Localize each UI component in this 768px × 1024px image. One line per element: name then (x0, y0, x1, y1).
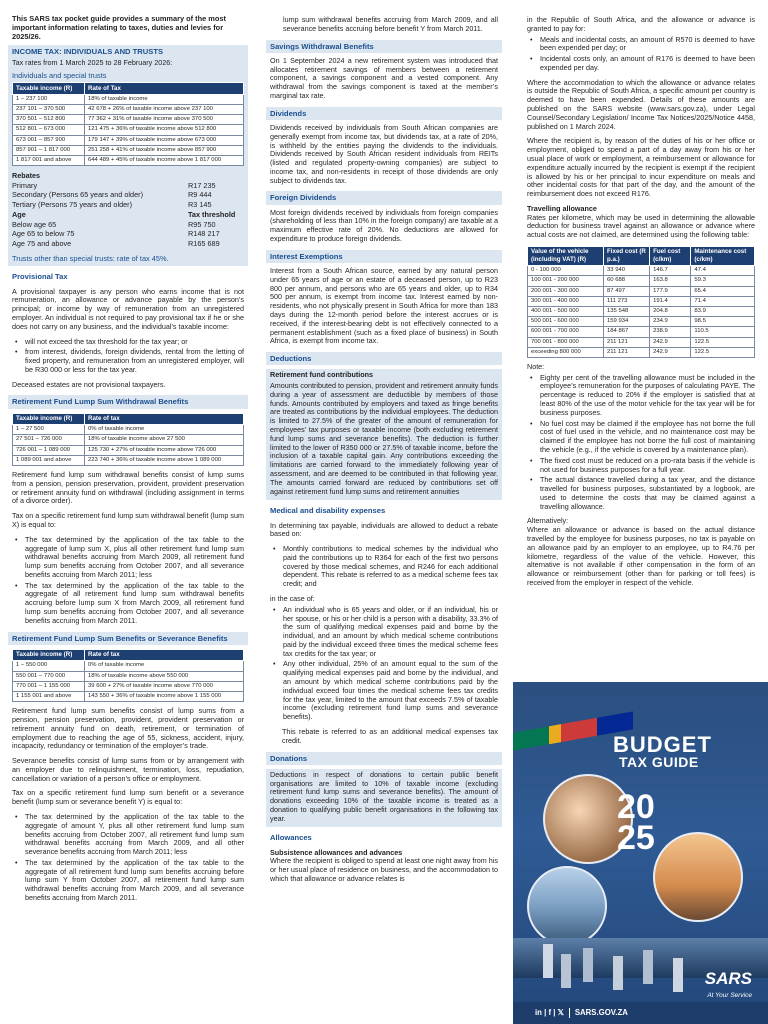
table-header: Value of the vehicle (including VAT) (R) (528, 246, 604, 265)
alternative-text: Where an allowance or advance is based on the actual distance travelled by the employee for business purposes, no tax is payable on an allowance paid by an employer to an employee, up to R4.76 per kilometre, regardless of the value of the vehicle. However, this alternative is not available if other compensation in the form of an allowance or reimbursement (other than for parking or toll fees) is received from the employer in respect of the vehicle. (527, 525, 755, 587)
table-row: 1 – 550 000 0% of taxable income (13, 661, 244, 671)
table-row: 100 001 - 200 000 60 688 163.8 59.3 (528, 276, 755, 286)
retirement-contrib-heading: Retirement fund contributions (270, 370, 374, 380)
severance-heading: Retirement Fund Lump Sum Benefits or Severance Benefits (8, 632, 248, 645)
note-label: Note: (527, 361, 545, 371)
table-header: Taxable income (R) (13, 83, 85, 95)
table-header: Taxable income (R) (13, 413, 85, 425)
list-item: • The tax determined by the application of the tax table to the aggregate of lump sum X, plus all other retirement fund lump sum withdrawal benefits accruing from March 2009, all retirement fund lump sum benefits accruing from October 2007, and all severance benefits accruing from March 2011; less (12, 536, 244, 580)
medical-rebate-note: This rebate is referred to as an additional medical expenses tax credit. (282, 726, 498, 745)
table-header: Maintenance cost (c/km) (691, 246, 755, 265)
sars-tagline: At Your Service (707, 992, 752, 1000)
medical-text: In determining tax payable, individuals are allowed to deduct a rebate based on: (270, 520, 498, 539)
threshold-row: Age 65 to below 75 R148 217 (12, 229, 220, 239)
table-row: 500 001 - 600 000 159 934 234.9 98.5 (528, 317, 755, 327)
income-tax-table (12, 82, 244, 166)
provisional-list (12, 338, 244, 375)
withdrawal-table (12, 413, 244, 466)
list-item: • The tax determined by the application of the tax table to the aggregate of all retirement fund lump sum benefits accruing before lump sum Y from October 2007, all retirement fund lump sum withdrawal benefits accruing from March 2009, and all severance benefits accruing from March 2011. (12, 859, 244, 903)
table-header: Rate of Tax (85, 83, 244, 95)
list-item: • No fuel cost may be claimed if the employee has not borne the full cost of fuel used in the vehicle, and no maintenance cost may be claimed if the employee has not borne the full cost of maintaining the vehicle (e.g., if the vehicle is covered by a maintenance plan). (527, 420, 755, 455)
cover-budget-title: BUDGET (613, 732, 712, 757)
table-row: 0 - 100 000 33 940 146.7 47.4 (528, 266, 755, 276)
list-item: • Monthly contributions to medical schemes by the individual who paid the contributions up to R364 for each of the first two persons covered by those medical schemes, and R246 for each additional dependent. This rebate is referred to as a medical scheme fees tax credit; and (270, 545, 498, 589)
foreign-dividends-heading: Foreign Dividends (266, 191, 502, 204)
severance-text: Retirement fund lump sum benefits consist of lump sums from a pension, pension preservation, provident, provident preservation or retirement annuity fund on death, retirement, or termination of employment due to reaching the age of 55, sickness, accident, injury, incapacity, redundancy or termination of the employer’s trade. (12, 706, 244, 751)
table-row: 700 001 - 800 000 211 121 242.9 122.5 (528, 337, 755, 347)
dividends-text: Dividends received by individuals from South African companies are generally exempt from income tax, but dividends tax, at a rate of 20%, is withheld by the entities paying the dividends to the individuals. Dividends received by South African resident individuals from REITs (listed and regulated property-owning companies) are subject to income tax, and non-residents in receipt of those dividends are only subject to dividends tax. (270, 122, 498, 185)
footer-divider (569, 1008, 570, 1018)
foreign-dividends-text: Most foreign dividends received by individuals from foreign companies (shareholding of less than 10% in the foreign company) are taxable at a maximum effective rate of 20%. No deductions are allowed for expenditure to produce foreign dividends. (270, 207, 498, 244)
column-1 (12, 14, 244, 909)
donations-heading: Donations (266, 752, 502, 765)
table-header: Fuel cost (c/km) (650, 246, 691, 265)
worker-photo (527, 866, 607, 946)
travel-table (527, 246, 755, 358)
table-row: 1 089 001 and above 223 740 + 36% of taxable income above 1 089 000 (13, 455, 244, 465)
travel-heading: Travelling allowance (527, 203, 597, 213)
list-item: • The tax determined by the application of the tax table to the aggregate of amount Y, plus all other retirement fund lump sum benefits accruing from October 2007, all retirement fund lump sum withdrawal benefits accruing from March 2009, and all other severance benefits accruing from March 2011; less (12, 813, 244, 857)
rebate-row: Secondary (Persons 65 years and older) R9 444 (12, 190, 212, 200)
provisional-note: Deceased estates are not provisional taxpayers. (12, 379, 166, 389)
rebate-row: Primary R17 235 (12, 180, 216, 190)
interest-text: Interest from a South African source, earned by any natural person under 65 years of age or an estate of a deceased person, up to R23 800 per annum, and persons who are 65 years and older, up to R34 500 per annum, is exempt from income tax. Interest earned by non-residents, who not physically present in South Africa for more than 183 days during the 12-month period before the interest accrues or is received, if the interest-bearing debt is not effectively connected to a permanent establishment (such as a fixed place of business) in South Africa, is exempt from income tax. (270, 266, 498, 346)
severance-continued: lump sum withdrawal benefits accruing from March 2009, and all severance benefits accruing before benefit Y from March 2011. (283, 15, 498, 33)
threshold-row: Age 75 and above R165 689 (12, 238, 220, 248)
donations-box (266, 769, 502, 828)
provisional-heading: Provisional Tax (12, 272, 68, 282)
alternatively-label: Alternatively: (527, 516, 569, 526)
column-2 (270, 16, 498, 890)
budget-tax-guide-cover (513, 682, 768, 1024)
deductions-heading: Deductions (266, 352, 502, 365)
list-item: • The actual distance travelled during a tax year, and the distance travelled for business purposes, substantiated by a logbook, are used to determine the costs that may be claimed against a travelling allowance. (527, 476, 755, 511)
table-row: 370 501 – 512 800 77 362 + 31% of taxable income above 370 500 (13, 115, 244, 125)
interest-heading: Interest Exemptions (266, 250, 502, 263)
withdrawal-heading: Retirement Fund Lump Sum Withdrawal Benefits (8, 395, 248, 408)
list-item: • The tax determined by the application of the tax table to the aggregate of all retirement fund lump sum withdrawal benefits accruing before lump sum X from March 2009, all retirement fund lump sum benefits accruing from October 2007, and all severance benefits accruing from March 2011. (12, 582, 244, 626)
rebate-row: Tertiary (Persons 75 years and older) R3 145 (12, 199, 212, 209)
table-row: 400 001 - 500 000 135 548 204.8 83.9 (528, 306, 755, 316)
subsistence-list (527, 36, 755, 73)
severance-text-3: Tax on a specific retirement fund lump sum benefit or a severance benefit (lump sum or severance benefit Y) is equal to: (12, 788, 244, 807)
medical-list (270, 545, 498, 589)
table-row: 1 155 001 and above 143 550 + 36% of taxable income above 1 155 000 (13, 691, 244, 701)
travel-text: Rates per kilometre, which may be used in determining the allowable deduction for business travel against an allowance or advance where actual costs are not claimed, are determined using the following table: (527, 212, 755, 240)
threshold-row: Below age 65 R95 750 (12, 219, 216, 229)
allowances-heading: Allowances (270, 833, 312, 843)
trusts-rate: Trusts other than special trusts: rate of tax 45%. (12, 254, 169, 264)
table-row: exceeding 800 000 211 121 242.9 122.5 (528, 347, 755, 357)
medical-heading: Medical and disability expenses (270, 506, 386, 516)
table-row: 200 001 - 300 000 87 497 177.9 65.4 (528, 286, 755, 296)
social-icons[interactable]: in | f | 𝕏 (535, 1008, 564, 1018)
table-row: 237 101 – 370 500 42 678 + 26% of taxable income above 237 100 (13, 104, 244, 114)
table-row: 300 001 - 400 000 111 273 191.4 71.4 (528, 296, 755, 306)
list-item: • An individual who is 65 years and older, or if an individual, his or her spouse, or his or her child is a person with a disability, 33.3% of the sum of qualifying medical expenses paid and borne by the individual, and an amount by which medical scheme contributions paid by the individual exceed three times the medical scheme fees tax credits for the tax year; or (270, 606, 498, 659)
list-item: • Incidental costs only, an amount of R176 is deemed to have been expended per day. (527, 55, 755, 73)
table-row: 726 001 – 1 089 000 125 730 + 27% of taxable income above 726 000 (13, 445, 244, 455)
cover-year: 20 25 (617, 788, 655, 857)
medical-list-2 (270, 606, 498, 722)
sars-logo: SARS (704, 969, 752, 989)
subsistence-text: Where the recipient is obliged to spend at least one night away from his or her usual place of residence on business, and the accommodation to which that allowance or advance relates is (270, 856, 498, 884)
list-item: • Meals and incidental costs, an amount of R570 is deemed to have been expended per day; or (527, 36, 755, 54)
table-row: 673 001 – 857 900 179 147 + 39% of taxable income above 673 000 (13, 135, 244, 145)
table-header: Fixed cost (R p.a.) (604, 246, 650, 265)
table-header: Rate of tax (85, 649, 244, 661)
list-item: • Any other individual, 25% of an amount equal to the sum of the qualifying medical expenses paid and borne by the individual, and an amount by which medical scheme contributions paid by the individual exceed four times the medical scheme fees tax credits for the tax year, limited to the amount that exceeds 7.5% of taxable income (excluding retirement fund lump sums and severance benefits). (270, 660, 498, 721)
foreign-accommodation-text: Where the accommodation to which the allowance or advance relates is outside the Republic of South Africa, a specific amount per country is deemed to have been expended. Details of these amounts are published on the SARS website (www.sars.gov.za), under Legal Counsel/Secondary Legislation/ Income Tax Notices/2025/Notice 4458, published on 1 March 2024. (527, 77, 755, 131)
table-header: Rate of tax (85, 413, 244, 425)
dividends-heading: Dividends (266, 107, 502, 120)
table-row: 1 – 27 500 0% of taxable income (13, 425, 244, 435)
list-item: • from interest, dividends, foreign dividends, rental from the letting of fixed property, and remuneration from an unregistered employer, will be R30 000 or less for the tax year. (12, 348, 244, 374)
table-row: 600 001 - 700 000 184 867 238.9 110.5 (528, 327, 755, 337)
table-row: 512 801 – 673 000 121 475 + 36% of taxable income above 512 800 (13, 125, 244, 135)
table-row: 770 001 – 1 155 000 39 600 + 27% of taxable income above 770 000 (13, 681, 244, 691)
donations-text: Deductions in respect of donations to certain public benefit organisations are limited to 10% of taxable income (excluding retirement fund lump sums and severance benefits). The amount of donations exceeding 10% of the taxable income is treated as a donation to qualifying public benefit organisations in the following tax year. (270, 769, 498, 823)
tax-period: Tax rates from 1 March 2025 to 28 February 2026: (12, 58, 173, 68)
travel-notes-list (527, 374, 755, 512)
list-item: • The fixed cost must be reduced on a pro-rata basis if the vehicle is not used for business purposes for a full year. (527, 457, 755, 475)
subsistence-text-cont: in the Republic of South Africa, and the allowance or advance is granted to pay for: (527, 15, 755, 33)
withdrawal-text: Retirement fund lump sum withdrawal benefits consist of lump sums from a pension, pension preservation, provident, provident preservation or retirement annuity fund on withdrawal (including assignment in terms of a divorce order). (12, 470, 244, 506)
cover-tax-guide-title: TAX GUIDE (619, 754, 699, 770)
column-3 (527, 16, 755, 594)
rebates-title: Rebates (12, 171, 40, 181)
list-item: • Eighty per cent of the travelling allowance must be included in the employee’s remuneration for the purposes of calculating PAYE. The percentage is reduced to 20% if the employer is satisfied that at least 80% of the use of the motor vehicle for the tax year will be for business purposes. (527, 374, 755, 418)
table-row: 1 817 001 and above 644 489 + 45% of taxable income above 1 817 000 (13, 155, 244, 165)
table-row: 550 001 – 770 000 18% of taxable income above 550 000 (13, 671, 244, 681)
intro-text: This SARS tax pocket guide provides a summary of the most important information relating to taxes, duties and levies for 2025/26. (12, 14, 226, 42)
individuals-subheading: Individuals and special trusts (12, 71, 107, 81)
cover-footer (513, 1002, 768, 1024)
subsistence-heading: Subsistence allowances and advances (270, 847, 403, 857)
withdrawal-text-2: Tax on a specific retirement fund lump sum withdrawal benefit (lump sum X) is equal to: (12, 511, 244, 529)
retirement-contrib-text: Amounts contributed to pension, provident and retirement annuity funds during a year of assessment are deductible by members of those funds. Amounts contributed by employers and taxed as fringe benefits are treated as contributions by the individual employees. The deduction is limited to 27.5% of the greater of the amount of remuneration for employees’ tax purposes or taxable income (both excluding retirement fund lump sums and severance benefits). The deduction is further limited to the lower of R350 000 or 27.5% of taxable income, before the inclusion of a taxable capital gain. Any contributions exceeding the limitations are carried forward to the immediately following year of assessment, and are deemed to be contributed in that following year. The amounts carried forward are reduced by contributions set off against retirement fund lump sums and retirement annuities (270, 381, 498, 496)
table-row: 857 901 – 1 817 000 251 258 + 41% of taxable income above 857 900 (13, 145, 244, 155)
savings-heading: Savings Withdrawal Benefits (266, 40, 502, 53)
table-row: 1 – 237 100 18% of taxable income (13, 94, 244, 104)
part-day-text: Where the recipient is, by reason of the duties of his or her office or employment, obliged to spend a part of a day away from his or her usual place of work or employment, a reimbursement or allowance for expenditure actually incurred by the recipient is exempt if the recipient is allowed by his or her principal to incur expenditure on meals and other incidental costs for that part of the day, and the amount of the reimbursement does not exceed R176. (527, 136, 755, 199)
savings-text: On 1 September 2024 a new retirement system was introduced that allocates retirement savings of members between a retirement component, a savings component and a vested component. Any withdrawal from the savings component is taxed at the member’s marginal tax rate. (270, 55, 498, 100)
medical-case: in the case of: (270, 594, 315, 603)
income-tax-heading: INCOME TAX: INDIVIDUALS AND TRUSTS (12, 47, 164, 57)
table-row: 27 501 – 726 000 18% of taxable income above 27 500 (13, 435, 244, 445)
deductions-box (266, 369, 502, 500)
withdrawal-list (12, 536, 244, 626)
list-item: • will not exceed the tax threshold for the tax year; or (12, 338, 244, 347)
income-tax-box (8, 45, 248, 266)
building-photo (653, 832, 743, 922)
website-link[interactable]: SARS.GOV.ZA (574, 1008, 628, 1018)
severance-text-2: Severance benefits consist of lump sums from or by arrangement with an employer due to relinquishment, termination, loss, repudiation, cancellation or variation of a person’s office or employment. (12, 756, 244, 783)
table-header: Taxable income (R) (13, 649, 85, 661)
severance-list (12, 813, 244, 903)
severance-table (12, 649, 244, 702)
provisional-text: A provisional taxpayer is any person who earns income that is not remuneration, an allowance or advance payable by the person’s principal; or income by way of remuneration from an unregistered employer. An individual is not required to pay provisional tax if he or she does not carry on any business, and the individual’s taxable income: (12, 286, 244, 331)
threshold-header: Age Tax threshold (12, 210, 236, 220)
